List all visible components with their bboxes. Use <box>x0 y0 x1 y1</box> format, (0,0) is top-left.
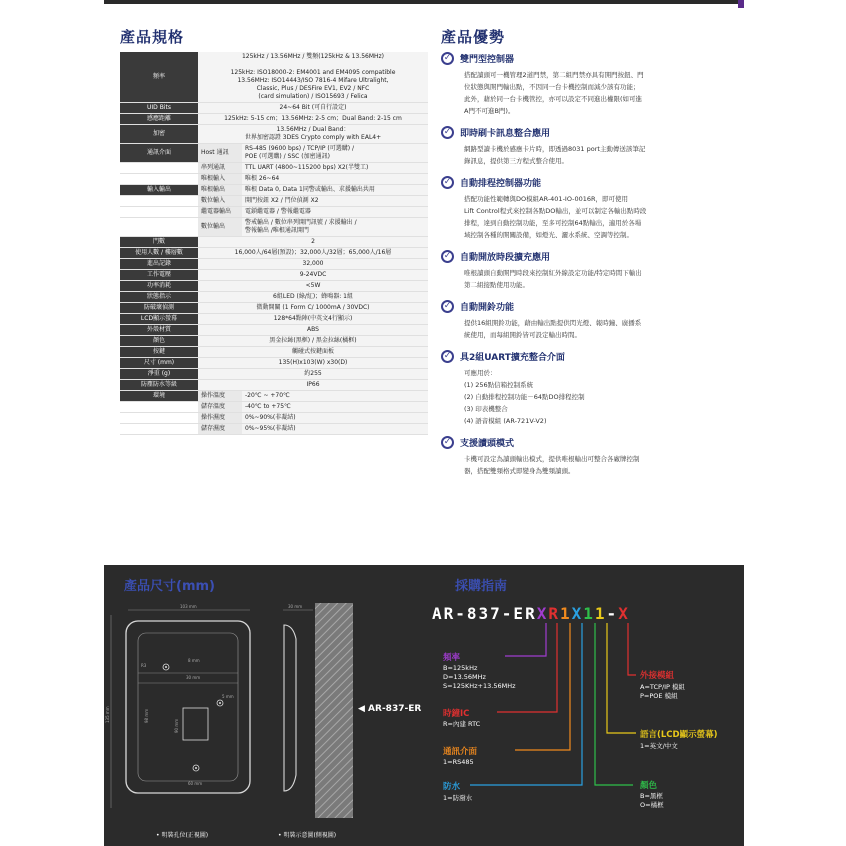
spec-row-label: 功率消耗 <box>120 281 198 292</box>
spec-row-label: 防破壞偵測 <box>120 303 198 314</box>
spec-row-label: UID Bits <box>120 103 198 114</box>
advantage-title: 自動排程控制器功能 <box>460 179 542 189</box>
spec-row-label <box>120 207 198 218</box>
spec-row-value: 128*64點陣(中英文4行顯示) <box>198 314 428 325</box>
spec-row-sublabel: 操作濕度 <box>198 413 242 424</box>
spec-row-label: 門數 <box>120 237 198 248</box>
spec-row-value: 約255 <box>198 369 428 380</box>
spec-row-label <box>120 413 198 424</box>
advantage-title: 具2組UART擴充整合介面 <box>460 353 565 363</box>
spec-row <box>120 369 428 380</box>
spec-row <box>120 325 428 336</box>
guide-water-text: 1=防潑水 <box>443 794 473 802</box>
spec-row <box>120 196 428 207</box>
advantage-title: 自動開鈴功能 <box>460 303 515 313</box>
spec-row-label: 顏色 <box>120 336 198 347</box>
spec-row-label <box>120 402 198 413</box>
check-circle-icon: ✓ <box>441 52 454 65</box>
spec-row-label: 尺寸 (mm) <box>120 358 198 369</box>
spec-row-label: 狀態指示 <box>120 292 198 303</box>
spec-row-label: 頻率 <box>120 52 198 103</box>
guide-color-text: B=黑框 O=橘框 <box>640 792 664 809</box>
spec-row-value: 唯根 26~64 <box>242 174 428 185</box>
dim-98-label: 98 mm <box>144 708 149 723</box>
advantage-heading <box>441 350 731 363</box>
spec-row-label: LCD顯示螢幕 <box>120 314 198 325</box>
height-dim-text: 135 mm <box>105 706 110 723</box>
spec-row-sublabel: 唯根輸入 <box>198 174 242 185</box>
spec-row-label: 工作電壓 <box>120 270 198 281</box>
spec-row <box>120 424 428 435</box>
guide-clock-text: R=內建 RTC <box>443 720 481 728</box>
product-code-part: AR-837-ER <box>432 604 537 623</box>
spec-row <box>120 380 428 391</box>
spec-row-value: 13.56MHz / Dual Band： 世界加密認證 3DES Crypto comply with EAL4+ <box>198 125 428 144</box>
check-circle-icon: ✓ <box>441 300 454 313</box>
advantage-description: 唯根讀頭自動開門時段來控制紅外線設定功能/特定時間下輸出 第二組接點使用功能。 <box>464 269 642 289</box>
spec-row-label: 環境 <box>120 391 198 402</box>
spec-row-value: -20℃ ~ +70℃ <box>242 391 428 402</box>
spec-row <box>120 347 428 358</box>
guide-clock-label: 時鐘IC <box>443 709 470 719</box>
caption-side: • 明裝示意圖(側視圖) <box>278 832 337 839</box>
spec-row-label: 外殼材質 <box>120 325 198 336</box>
product-code-part: X <box>536 604 549 623</box>
spec-row-label <box>120 218 198 237</box>
advantage-title: 即時刷卡訊息整合應用 <box>460 129 551 139</box>
spec-row <box>120 391 428 402</box>
inner-outline <box>138 633 238 781</box>
spec-row <box>120 237 428 248</box>
spec-table <box>120 52 428 435</box>
spec-row <box>120 163 428 174</box>
cable-hole <box>183 708 208 740</box>
advantage-heading <box>441 300 731 313</box>
advantage-item <box>441 176 731 241</box>
spec-row-value: 開門按鈕 X2 / 門位偵測 X2 <box>242 196 428 207</box>
spec-row <box>120 248 428 259</box>
spec-row-sublabel: 操作溫度 <box>198 391 242 402</box>
spec-row <box>120 303 428 314</box>
spec-row-sublabel: 儲存濕度 <box>198 424 242 435</box>
spec-row-value: 6組LED (綠/紅)；蜂鳴器: 1組 <box>198 292 428 303</box>
product-code-part: X <box>571 604 584 623</box>
spec-row <box>120 292 428 303</box>
top-accent <box>738 0 744 8</box>
spec-row <box>120 402 428 413</box>
product-code-part: 1 <box>583 604 595 623</box>
advantages-list <box>441 52 731 486</box>
spec-row-value: 0%~95%(非凝結) <box>242 424 428 435</box>
spec-row-sublabel: 串列通訊 <box>198 163 242 174</box>
spec-row <box>120 174 428 185</box>
advantage-heading <box>441 250 731 263</box>
top-divider <box>104 0 744 4</box>
dim-8-label: 8 mm <box>188 658 200 663</box>
spec-row-sublabel: Host 通訊 <box>198 144 242 163</box>
spec-row <box>120 413 428 424</box>
spec-row-value: 125kHz / 13.56MHz / 雙頻(125kHz & 13.56MHz) 125kHz: ISO18000-2: EM4001 and EM4095 compatible 13.56MHz: ISO14443/ISO 7816-4 Mifare Ultralight, Classic, Plus / DESFire EV1, EV2 / NFC (card simulation) / ISO15693 / Felica <box>198 52 428 103</box>
spec-row-value: 16,000人/64層(預設)；32,000人/32層；65,000人/16層 <box>198 248 428 259</box>
spec-row-label: 通訊介面 <box>120 144 198 163</box>
dim-90-label: 90 mm <box>174 718 179 733</box>
width-dim-text: 103 mm <box>180 604 197 609</box>
spec-row-value: ABS <box>198 325 428 336</box>
advantage-title: 自動開放時段擴充應用 <box>460 253 551 263</box>
spec-row <box>120 314 428 325</box>
guide-ext-text: A=TCP/IP 模組 P=POE 模組 <box>640 683 686 700</box>
advantage-description: 搭配讀頭可一機管理2道門禁，第二組門禁亦具有開門按鈕、門 位狀態與開門輸出點，不因同一台卡機控制而減少該有功能； 此外，藉於同一台卡機管控，亦可以設定不同進出權限(如可進 A門不可進B門)。 <box>464 71 644 115</box>
spec-row-sublabel: 唯根輸出 <box>198 185 242 196</box>
spec-row-sublabel: 數位輸入 <box>198 196 242 207</box>
dim-60-label: 60 mm <box>188 781 203 786</box>
advantage-item <box>441 126 731 167</box>
spec-row-value: TTL UART (4800~115200 bps) X2(半雙工) <box>242 163 428 174</box>
spec-row-value: -40℃ to +75℃ <box>242 402 428 413</box>
spec-row-value: IP66 <box>198 380 428 391</box>
spec-row-value: RS-485 (9600 bps) / TCP/IP (可選購) / POE (可選購) / SSC (加密通訊) <box>242 144 428 163</box>
advantages-title: 產品優勢 <box>441 28 506 46</box>
spec-row-value: 24~64 Bit (可自行設定) <box>198 103 428 114</box>
spec-row-value: 警戒輸出 / 數位串列開門訊號 / 求援輸出 / 警報輸出 /唯根通訊開門 <box>242 218 428 237</box>
spec-row <box>120 103 428 114</box>
advantage-description: 卡機可設定為讀頭輸出模式，提供唯根輸出可整合各廠牌控制 器，搭配雙頻格式即變身為雙頻讀頭。 <box>464 455 640 475</box>
spec-row-label: 加密 <box>120 125 198 144</box>
guide-color-label: 顏色 <box>640 781 658 791</box>
spec-row-label: 進出記錄 <box>120 259 198 270</box>
spec-row <box>120 114 428 125</box>
spec-row-sublabel: 數位輸出 <box>198 218 242 237</box>
spec-row-value: 唯根 Data 0, Data 1同警或輸出、求援輸出共用 <box>242 185 428 196</box>
check-circle-icon: ✓ <box>441 350 454 363</box>
advantage-title: 雙門型控制器 <box>460 55 515 65</box>
advantage-heading <box>441 52 731 65</box>
guide-comm-label: 通訊介面 <box>443 747 478 757</box>
spec-row-label: 輸入輸出 <box>120 185 198 196</box>
advantage-item <box>441 350 731 427</box>
spec-row-value: 9-24VDC <box>198 270 428 281</box>
check-circle-icon: ✓ <box>441 126 454 139</box>
advantage-title: 支援讀頭模式 <box>460 439 515 449</box>
spec-row-label: 按鍵 <box>120 347 198 358</box>
spec-row-label: 淨重 (g) <box>120 369 198 380</box>
spec-row-value: 125kHz: 5-15 cm；13.56MHz: 2-5 cm；Dual Band: 2-15 cm <box>198 114 428 125</box>
spec-row <box>120 358 428 369</box>
side-outline <box>284 625 296 791</box>
spec-row <box>120 185 428 196</box>
caption-front: • 明裝孔位(正視圖) <box>156 832 209 839</box>
spec-row-value: 觸碰式按鍵面板 <box>198 347 428 358</box>
spec-row-value: 135(H)x103(W) x30(D) <box>198 358 428 369</box>
guide-comm-text: 1=RS485 <box>443 758 474 766</box>
advantage-item <box>441 250 731 291</box>
spec-row-value: 32,000 <box>198 259 428 270</box>
advantage-description: 搭配功能性範轉與DO模組AR-401-IO-0016R，即可使用 Lift Control程式來控制各點DO輸出，並可以制定各輸出點時段 排程，達到自動控制功能，至多可控制64點輸出，適用於各場 域控制各種的開關設備，如燈光、灑水系統、空調等控制。 <box>464 195 647 239</box>
spec-row <box>120 336 428 347</box>
check-circle-icon: ✓ <box>441 176 454 189</box>
guide-water-label: 防水 <box>443 782 461 792</box>
spec-row <box>120 52 428 103</box>
spec-row <box>120 218 428 237</box>
spec-row-sublabel: 繼電器輸出 <box>198 207 242 218</box>
spec-row-label <box>120 163 198 174</box>
check-circle-icon: ✓ <box>441 250 454 263</box>
spec-row-label <box>120 196 198 207</box>
spec-row-value: 0%~90%(非凝結) <box>242 413 428 424</box>
check-circle-icon: ✓ <box>441 436 454 449</box>
spec-row-value: 微動開關 (1 Form C/ 1000mA / 30VDC) <box>198 303 428 314</box>
dimensions-title: 產品尺寸(mm) <box>124 579 215 594</box>
product-code-part: X <box>618 604 630 623</box>
spec-row <box>120 144 428 163</box>
spec-row <box>120 270 428 281</box>
spec-row-value: 2 <box>198 237 428 248</box>
spec-row-sublabel: 儲存溫度 <box>198 402 242 413</box>
spec-row-label <box>120 174 198 185</box>
spec-row-value: <5W <box>198 281 428 292</box>
guide-freq-text: B=125kHz D=13.56MHz S=125KHz+13.56MHz <box>443 664 516 690</box>
advantage-description: 提供16組開鈴功能，藉由輸出點提供閃光燈、報時鐘、廣播系 統使用，而每組開鈴皆可設定輸出時間。 <box>464 319 642 339</box>
advantage-item <box>441 300 731 341</box>
product-code-part: - <box>606 604 619 623</box>
advantage-description: 網路型讀卡機於感應卡片時，即透過8031 port主動傳送該筆記 錄訊息，提供第三方程式整合使用。 <box>464 145 646 165</box>
advantage-heading <box>441 436 731 449</box>
spec-row-label <box>120 424 198 435</box>
guide-freq-label: 頻率 <box>443 653 461 663</box>
advantage-item <box>441 52 731 117</box>
spec-row-value: 黑金拉絲(黑框) / 黑金拉絲(橘框) <box>198 336 428 347</box>
dim-30-label: 30 mm <box>186 675 201 680</box>
spec-row-label: 防塵防水等級 <box>120 380 198 391</box>
spec-title: 產品規格 <box>120 28 185 46</box>
advantage-description: 可應用於： (1) 256點信箱控制系統 (2) 自動排程控制功能－64點DO排程控制 (3) 印表機整合 (4) 語音模組 (AR-721V-V2) <box>464 369 585 425</box>
product-code-part: R <box>548 604 560 623</box>
depth-dim-text: 30 mm <box>288 604 303 609</box>
spec-row-label: 感應距離 <box>120 114 198 125</box>
advantage-heading <box>441 176 731 189</box>
spec-row-label: 使用人數 / 樓層數 <box>120 248 198 259</box>
spec-row <box>120 207 428 218</box>
spec-row <box>120 125 428 144</box>
wall-hatch <box>315 603 353 818</box>
r3-label: R3 <box>141 663 147 668</box>
advantage-item <box>441 436 731 477</box>
guide-title: 採購指南 <box>455 579 508 594</box>
guide-lang-text: 1=英文/中文 <box>640 742 678 750</box>
dimension-drawing <box>105 603 358 818</box>
spec-row <box>120 281 428 292</box>
front-outline <box>126 621 250 793</box>
guide-ext-label: 外接模組 <box>640 671 675 681</box>
model-label: ◀ AR-837-ER <box>358 704 422 714</box>
product-code <box>432 604 630 623</box>
spec-row-value: 電鎖繼電器 / 警報繼電器 <box>242 207 428 218</box>
product-code-part: 1 <box>594 604 607 623</box>
advantage-heading <box>441 126 731 139</box>
dim-5-label: 5 mm <box>222 694 234 699</box>
guide-lang-label: 語言(LCD顯示螢幕) <box>640 730 718 740</box>
product-code-part: 1 <box>559 604 572 623</box>
spec-row <box>120 259 428 270</box>
